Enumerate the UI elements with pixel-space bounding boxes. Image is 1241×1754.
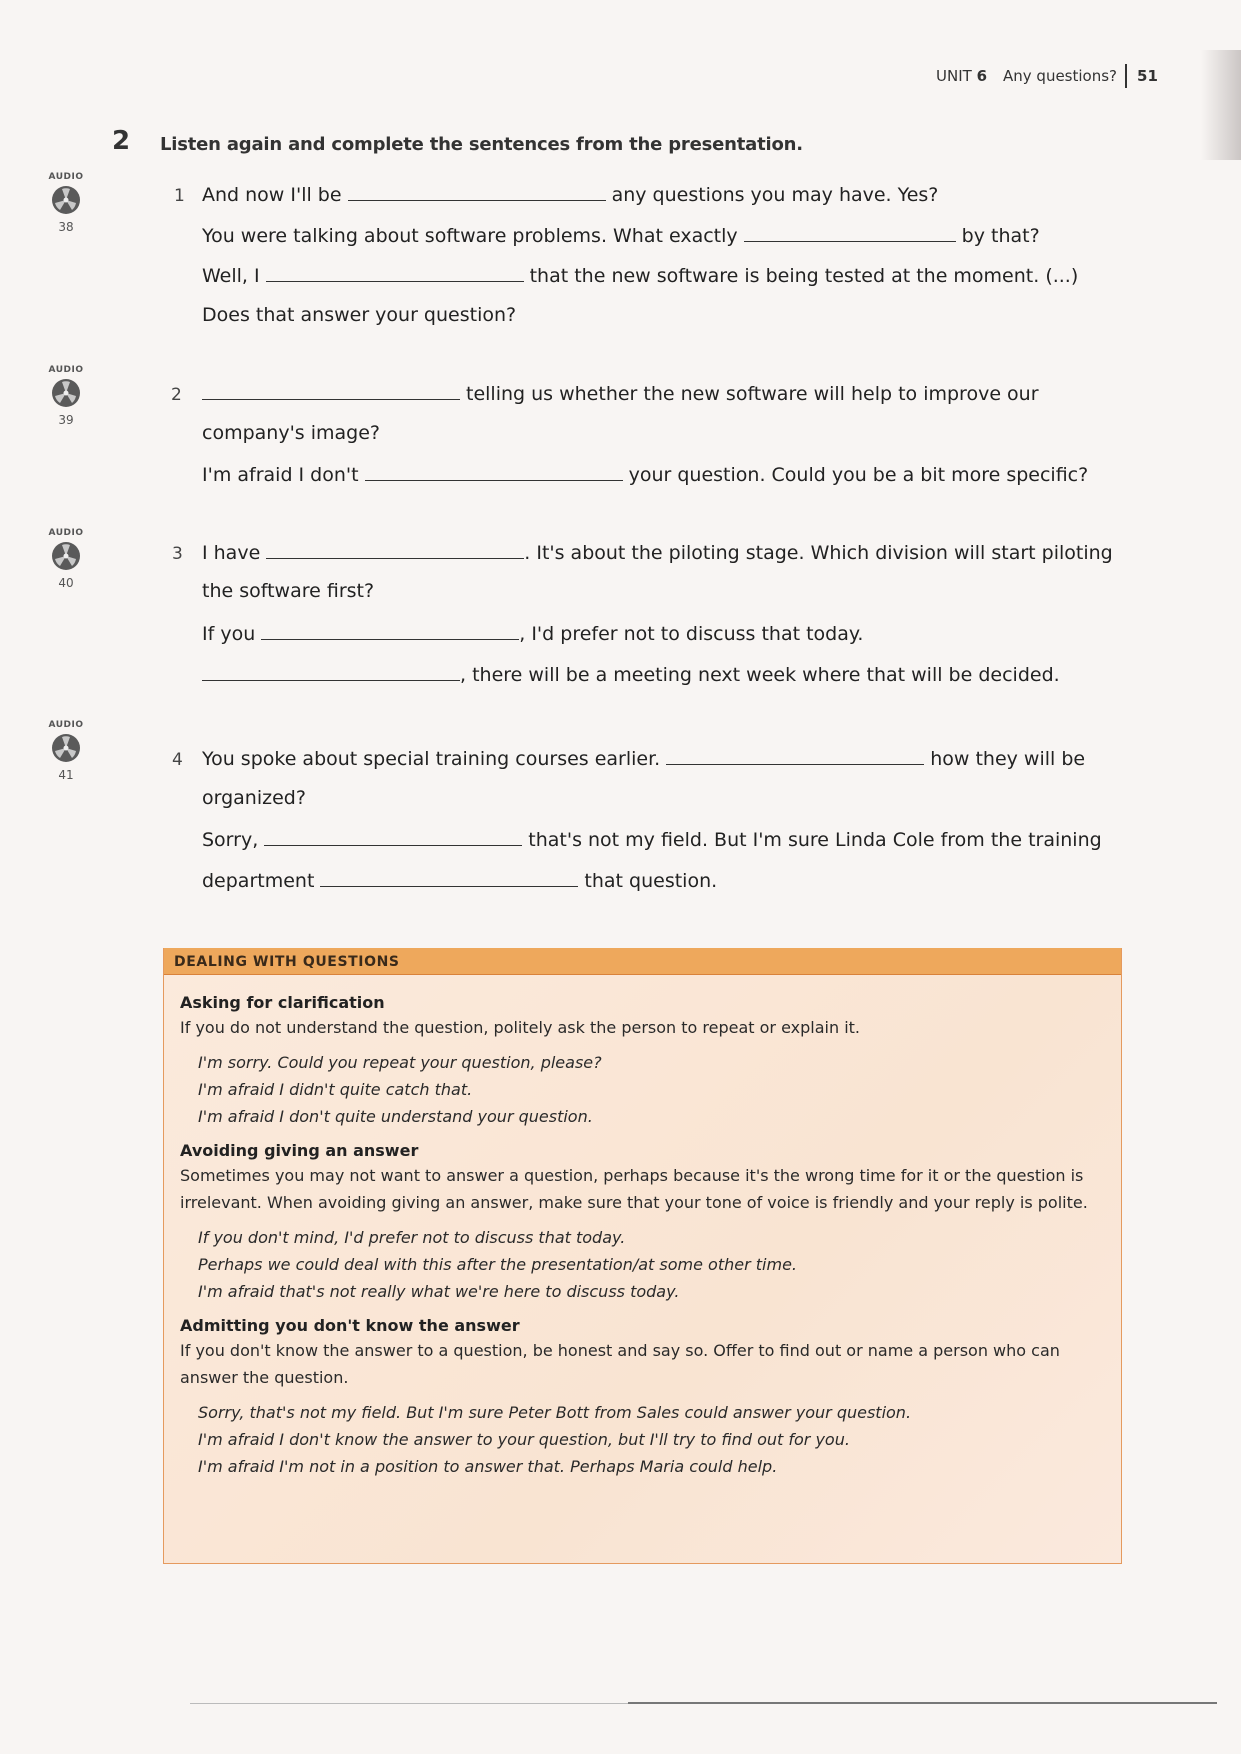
section-body: If you don't know the answer to a question, be honest and say so. Offer to find out or name a person who can answer the question. (180, 1341, 1060, 1387)
sentence-line: company's image? (202, 422, 380, 444)
example-phrase: I'm afraid I didn't quite catch that. (198, 1080, 473, 1099)
page-edge-shadow (1201, 50, 1241, 160)
sentence-line: telling us whether the new software will help to improve our (196, 381, 1039, 405)
tip-box-title: DEALING WITH QUESTIONS (174, 954, 400, 970)
audio-label: AUDIO (48, 720, 84, 730)
example-phrase: I'm afraid I don't quite understand your question. (198, 1107, 593, 1126)
sentence-line: , there will be a meeting next week where that will be decided. (196, 662, 1060, 686)
exercise-instruction: Listen again and complete the sentences from the presentation. (160, 134, 803, 155)
section-heading: Admitting you don't know the answer (180, 1316, 520, 1335)
item-number: 3 (172, 544, 183, 564)
audio-track-number: 41 (58, 768, 74, 782)
sentence-line: And now I'll be any questions you may have. Yes? (202, 184, 939, 206)
audio-track-41[interactable] (46, 720, 86, 782)
sentence-line: Does that answer your question? (202, 304, 517, 326)
cd-icon (51, 541, 81, 571)
header-divider (1125, 64, 1127, 88)
footer-rule-light (190, 1703, 630, 1704)
answer-blank[interactable] (202, 381, 460, 400)
item-number: 4 (172, 750, 183, 770)
example-phrases (198, 1399, 1101, 1480)
sentence-line: Well, I that the new software is being tested at the moment. (...) (202, 265, 1079, 287)
sentence-line: organized? (202, 787, 306, 809)
audio-track-40[interactable] (46, 528, 86, 590)
sentence-line: You were talking about software problems. What exactly by that? (202, 225, 1040, 247)
section-heading: Asking for clarification (180, 993, 385, 1012)
example-phrase: I'm afraid I'm not in a position to answer that. Perhaps Maria could help. (198, 1457, 778, 1476)
audio-track-38[interactable] (46, 172, 86, 234)
sentence-line: I have . It's about the piloting stage. Which division will start piloting (202, 542, 1113, 564)
unit-label: UNIT 6 (936, 67, 988, 85)
audio-label: AUDIO (48, 172, 84, 182)
example-phrases (198, 1049, 1101, 1130)
example-phrase: Sorry, that's not my field. But I'm sure Peter Bott from Sales could answer your question. (198, 1403, 912, 1422)
section-body: Sometimes you may not want to answer a question, perhaps because it's the wrong time for it or the question is irrelevant. When avoiding giving an answer, make sure that your tone of voice is friendly and your reply is polite. (180, 1166, 1088, 1212)
answer-blank[interactable] (261, 621, 519, 640)
running-header (936, 64, 1158, 88)
audio-label: AUDIO (48, 365, 84, 375)
answer-blank[interactable] (264, 827, 522, 846)
cd-icon (51, 378, 81, 408)
tip-box-content (180, 992, 1101, 1490)
audio-track-number: 39 (58, 413, 74, 427)
answer-blank[interactable] (744, 223, 956, 242)
item-number: 2 (171, 385, 182, 405)
answer-blank[interactable] (365, 462, 623, 481)
answer-blank[interactable] (666, 746, 924, 765)
sentence-line: If you , I'd prefer not to discuss that today. (202, 623, 864, 645)
audio-label: AUDIO (48, 528, 84, 538)
sentence-line: the software first? (202, 580, 375, 602)
tip-box-header (164, 948, 1121, 975)
answer-blank[interactable] (202, 662, 460, 681)
answer-blank[interactable] (348, 182, 606, 201)
sentence-line: Sorry, that's not my field. But I'm sure Linda Cole from the training (202, 829, 1102, 851)
cd-icon (51, 185, 81, 215)
sentence-line: You spoke about special training courses earlier. how they will be (202, 748, 1086, 770)
footer-rule (628, 1702, 1217, 1704)
sentence-line: department that question. (202, 870, 718, 892)
item-number: 1 (174, 186, 185, 206)
unit-title: Any questions? (1003, 67, 1118, 85)
example-phrase: I'm afraid I don't know the answer to your question, but I'll try to find out for you. (198, 1430, 850, 1449)
answer-blank[interactable] (266, 263, 524, 282)
example-phrase: I'm sorry. Could you repeat your question, please? (198, 1053, 602, 1072)
dealing-with-questions-box (163, 948, 1122, 1564)
audio-track-number: 40 (58, 576, 74, 590)
page-number: 51 (1137, 67, 1158, 85)
audio-track-number: 38 (58, 220, 74, 234)
audio-track-39[interactable] (46, 365, 86, 427)
answer-blank[interactable] (320, 868, 578, 887)
section-heading: Avoiding giving an answer (180, 1141, 419, 1160)
example-phrases (198, 1224, 1101, 1305)
section-body: If you do not understand the question, politely ask the person to repeat or explain it. (180, 1018, 861, 1037)
example-phrase: I'm afraid that's not really what we're here to discuss today. (198, 1282, 680, 1301)
answer-blank[interactable] (266, 540, 524, 559)
cd-icon (51, 733, 81, 763)
exercise-number: 2 (112, 126, 131, 156)
example-phrase: Perhaps we could deal with this after the presentation/at some other time. (198, 1255, 797, 1274)
sentence-line: I'm afraid I don't your question. Could you be a bit more specific? (202, 464, 1089, 486)
example-phrase: If you don't mind, I'd prefer not to discuss that today. (198, 1228, 626, 1247)
